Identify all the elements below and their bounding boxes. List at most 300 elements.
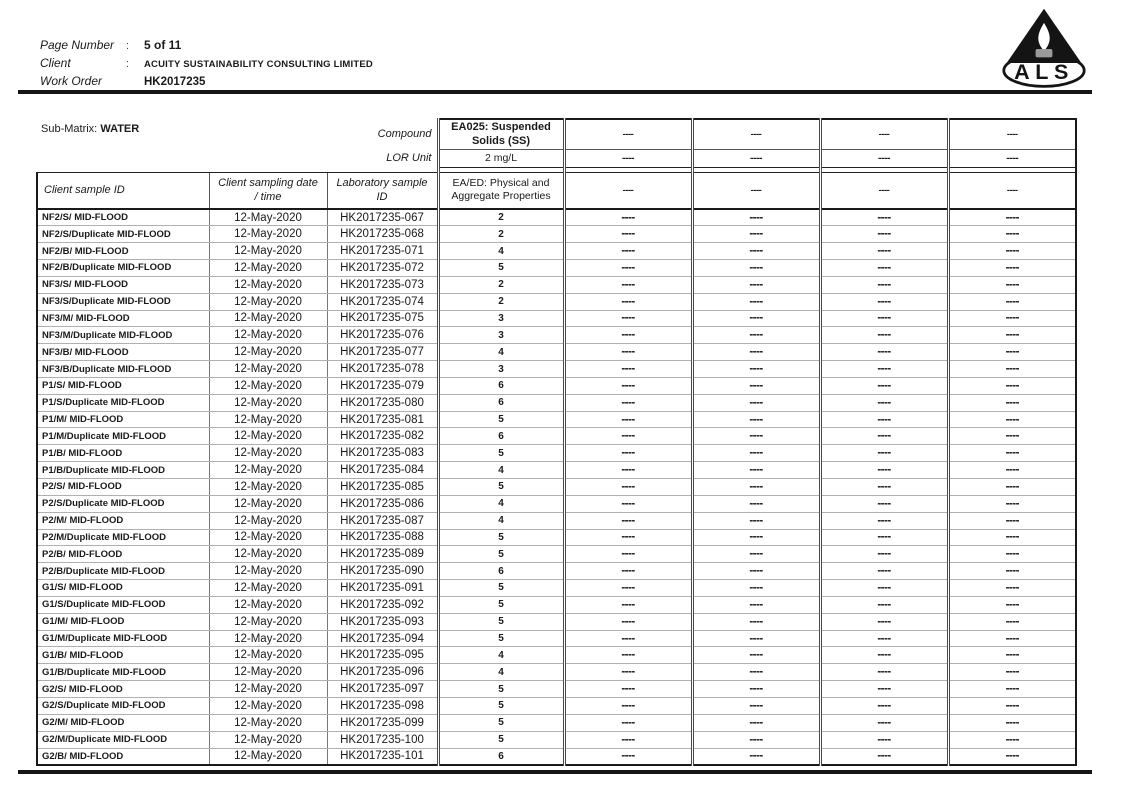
result-value-cell: 6 (438, 748, 564, 765)
sample-id-cell: NF3/B/ MID-FLOOD (37, 344, 209, 361)
no-result-cell: ---- (564, 479, 692, 496)
sub-matrix-label: Sub-Matrix: (41, 123, 98, 135)
no-result-cell: ---- (692, 344, 820, 361)
no-result-cell: ---- (948, 731, 1076, 748)
result-value-cell: 6 (438, 377, 564, 394)
no-result-cell: ---- (948, 630, 1076, 647)
sample-id-cell: G1/B/ MID-FLOOD (37, 647, 209, 664)
no-result-cell: ---- (692, 512, 820, 529)
no-result-cell: ---- (820, 714, 948, 731)
no-result-cell: ---- (564, 377, 692, 394)
no-result-cell: ---- (948, 310, 1076, 327)
no-result-cell: ---- (692, 411, 820, 428)
no-result-cell: ---- (820, 226, 948, 243)
method-line1: EA/ED: Physical and (452, 177, 550, 190)
no-result-cell: ---- (692, 293, 820, 310)
no-result-cell: ---- (564, 293, 692, 310)
no-result-cell: ---- (564, 580, 692, 597)
no-result-cell: ---- (564, 546, 692, 563)
empty-lor-header: ---- (564, 149, 692, 167)
empty-lor-header: ---- (692, 149, 820, 167)
table-row (37, 428, 1076, 445)
empty-compound-header: ---- (564, 119, 692, 149)
lab-sample-id-cell: HK2017235-097 (327, 681, 438, 698)
no-result-cell: ---- (948, 714, 1076, 731)
no-result-cell: ---- (564, 630, 692, 647)
sampling-date-cell: 12-May-2020 (209, 714, 327, 731)
result-value-cell: 4 (438, 243, 564, 260)
result-value-cell: 4 (438, 495, 564, 512)
result-value-cell: 5 (438, 681, 564, 698)
table-row (37, 647, 1076, 664)
no-result-cell: ---- (564, 310, 692, 327)
no-result-cell: ---- (692, 327, 820, 344)
no-result-cell: ---- (820, 748, 948, 765)
no-result-cell: ---- (820, 377, 948, 394)
table-row (37, 479, 1076, 496)
no-result-cell: ---- (692, 394, 820, 411)
empty-compound-header: ---- (692, 119, 820, 149)
lab-sample-header-line2: ID (376, 191, 388, 204)
table-row (37, 377, 1076, 394)
no-result-cell: ---- (692, 647, 820, 664)
lab-sample-id-cell: HK2017235-099 (327, 714, 438, 731)
no-result-cell: ---- (948, 580, 1076, 597)
sample-id-cell: P1/M/Duplicate MID-FLOOD (37, 428, 209, 445)
table-row (37, 529, 1076, 546)
sampling-date-cell: 12-May-2020 (209, 613, 327, 630)
sample-id-cell: G2/M/ MID-FLOOD (37, 714, 209, 731)
sampling-date-cell: 12-May-2020 (209, 276, 327, 293)
empty-lor-header: ---- (948, 149, 1076, 167)
result-value-cell: 5 (438, 697, 564, 714)
no-result-cell: ---- (948, 479, 1076, 496)
result-value-cell: 5 (438, 630, 564, 647)
no-result-cell: ---- (948, 546, 1076, 563)
no-result-cell: ---- (948, 697, 1076, 714)
results-table (36, 118, 1077, 766)
no-result-cell: ---- (692, 260, 820, 277)
no-result-cell: ---- (948, 327, 1076, 344)
column-header-sampling-date (209, 172, 327, 209)
sample-id-cell: G2/S/Duplicate MID-FLOOD (37, 697, 209, 714)
no-result-cell: ---- (564, 344, 692, 361)
sampling-date-cell: 12-May-2020 (209, 512, 327, 529)
no-result-cell: ---- (820, 276, 948, 293)
analyte-lor-unit: 2 mg/L (438, 149, 564, 167)
sampling-date-cell: 12-May-2020 (209, 361, 327, 378)
sample-id-cell: NF2/B/ MID-FLOOD (37, 243, 209, 260)
sample-id-cell: P1/S/ MID-FLOOD (37, 377, 209, 394)
lab-sample-id-cell: HK2017235-087 (327, 512, 438, 529)
sampling-date-cell: 12-May-2020 (209, 580, 327, 597)
sample-id-cell: G2/B/ MID-FLOOD (37, 748, 209, 765)
sample-id-cell: NF3/S/ MID-FLOOD (37, 276, 209, 293)
lab-sample-id-cell: HK2017235-076 (327, 327, 438, 344)
table-row (37, 209, 1076, 226)
method-line2: Aggregate Properties (451, 190, 551, 203)
column-header-client-sample-id: Client sample ID (37, 172, 209, 209)
lab-sample-id-cell: HK2017235-091 (327, 580, 438, 597)
result-value-cell: 5 (438, 613, 564, 630)
no-result-cell: ---- (564, 260, 692, 277)
no-result-cell: ---- (820, 361, 948, 378)
sampling-date-cell: 12-May-2020 (209, 428, 327, 445)
sampling-date-cell: 12-May-2020 (209, 563, 327, 580)
no-result-cell: ---- (820, 647, 948, 664)
no-result-cell: ---- (692, 361, 820, 378)
table-row (37, 630, 1076, 647)
no-result-cell: ---- (820, 495, 948, 512)
lab-sample-id-cell: HK2017235-089 (327, 546, 438, 563)
no-result-cell: ---- (564, 563, 692, 580)
no-result-cell: ---- (692, 580, 820, 597)
page-number-colon: : (126, 40, 130, 52)
lab-sample-id-cell: HK2017235-094 (327, 630, 438, 647)
no-result-cell: ---- (564, 681, 692, 698)
result-value-cell: 3 (438, 310, 564, 327)
sample-id-cell: P1/B/Duplicate MID-FLOOD (37, 462, 209, 479)
table-row (37, 327, 1076, 344)
result-value-cell: 2 (438, 293, 564, 310)
no-result-cell: ---- (564, 664, 692, 681)
no-result-cell: ---- (692, 209, 820, 226)
lab-sample-id-cell: HK2017235-082 (327, 428, 438, 445)
report-header (40, 38, 373, 88)
table-row (37, 748, 1076, 765)
no-result-cell: ---- (948, 445, 1076, 462)
sample-id-cell: P1/M/ MID-FLOOD (37, 411, 209, 428)
result-value-cell: 5 (438, 479, 564, 496)
sample-id-cell: G1/S/ MID-FLOOD (37, 580, 209, 597)
table-row (37, 714, 1076, 731)
no-result-cell: ---- (820, 731, 948, 748)
no-result-cell: ---- (948, 681, 1076, 698)
no-result-cell: ---- (948, 613, 1076, 630)
no-result-cell: ---- (948, 411, 1076, 428)
no-result-cell: ---- (820, 260, 948, 277)
client-colon: : (126, 58, 130, 70)
table-row (37, 563, 1076, 580)
no-result-cell: ---- (948, 344, 1076, 361)
no-result-cell: ---- (564, 512, 692, 529)
table-row (37, 445, 1076, 462)
analyte-method-header (438, 172, 564, 209)
table-row (37, 276, 1076, 293)
table-row (37, 697, 1076, 714)
table-row (37, 226, 1076, 243)
no-result-cell: ---- (820, 209, 948, 226)
no-result-cell: ---- (692, 664, 820, 681)
sample-id-cell: NF2/S/Duplicate MID-FLOOD (37, 226, 209, 243)
table-row (37, 512, 1076, 529)
no-result-cell: ---- (948, 462, 1076, 479)
result-value-cell: 2 (438, 276, 564, 293)
sample-id-cell: P1/B/ MID-FLOOD (37, 445, 209, 462)
no-result-cell: ---- (692, 445, 820, 462)
table-row (37, 613, 1076, 630)
compound-row-label: Compound (377, 128, 432, 140)
client-label: Client (40, 56, 71, 70)
no-result-cell: ---- (692, 681, 820, 698)
result-value-cell: 3 (438, 361, 564, 378)
table-row (37, 344, 1076, 361)
sampling-date-cell: 12-May-2020 (209, 546, 327, 563)
no-result-cell: ---- (692, 613, 820, 630)
sampling-date-header-line2: / time (254, 191, 282, 204)
no-result-cell: ---- (948, 226, 1076, 243)
no-result-cell: ---- (948, 293, 1076, 310)
sampling-date-cell: 12-May-2020 (209, 697, 327, 714)
sampling-date-cell: 12-May-2020 (209, 596, 327, 613)
result-value-cell: 4 (438, 647, 564, 664)
als-logo (990, 6, 1098, 92)
no-result-cell: ---- (948, 664, 1076, 681)
lab-sample-id-cell: HK2017235-073 (327, 276, 438, 293)
sampling-date-cell: 12-May-2020 (209, 462, 327, 479)
no-result-cell: ---- (692, 310, 820, 327)
sampling-date-header-line1: Client sampling date (218, 177, 318, 190)
lab-sample-id-cell: HK2017235-093 (327, 613, 438, 630)
lab-sample-id-cell: HK2017235-101 (327, 748, 438, 765)
sample-id-cell: P2/M/Duplicate MID-FLOOD (37, 529, 209, 546)
lab-sample-id-cell: HK2017235-095 (327, 647, 438, 664)
sample-id-cell: NF3/M/Duplicate MID-FLOOD (37, 327, 209, 344)
table-row (37, 596, 1076, 613)
empty-method-header: ---- (692, 172, 820, 209)
result-value-cell: 5 (438, 260, 564, 277)
result-value-cell: 5 (438, 596, 564, 613)
result-value-cell: 5 (438, 731, 564, 748)
no-result-cell: ---- (564, 529, 692, 546)
result-value-cell: 4 (438, 344, 564, 361)
client-value: ACUITY SUSTAINABILITY CONSULTING LIMITED (144, 59, 373, 70)
result-value-cell: 5 (438, 580, 564, 597)
no-result-cell: ---- (564, 731, 692, 748)
no-result-cell: ---- (564, 361, 692, 378)
no-result-cell: ---- (820, 445, 948, 462)
lab-sample-id-cell: HK2017235-096 (327, 664, 438, 681)
no-result-cell: ---- (948, 563, 1076, 580)
no-result-cell: ---- (692, 226, 820, 243)
analyte-name-line2: Solids (SS) (471, 135, 531, 148)
no-result-cell: ---- (948, 243, 1076, 260)
lab-sample-header-line1: Laboratory sample (336, 177, 428, 190)
no-result-cell: ---- (692, 748, 820, 765)
sample-id-cell: G2/M/Duplicate MID-FLOOD (37, 731, 209, 748)
lab-sample-id-cell: HK2017235-075 (327, 310, 438, 327)
no-result-cell: ---- (692, 630, 820, 647)
sampling-date-cell: 12-May-2020 (209, 260, 327, 277)
table-row (37, 731, 1076, 748)
sub-matrix-value: WATER (100, 123, 140, 135)
no-result-cell: ---- (564, 243, 692, 260)
lab-sample-id-cell: HK2017235-098 (327, 697, 438, 714)
sampling-date-cell: 12-May-2020 (209, 209, 327, 226)
lab-sample-id-cell: HK2017235-077 (327, 344, 438, 361)
no-result-cell: ---- (948, 209, 1076, 226)
work-order-label: Work Order (40, 74, 103, 88)
no-result-cell: ---- (564, 226, 692, 243)
result-value-cell: 5 (438, 445, 564, 462)
no-result-cell: ---- (820, 344, 948, 361)
table-row (37, 495, 1076, 512)
no-result-cell: ---- (820, 546, 948, 563)
sub-matrix (37, 119, 327, 149)
result-value-cell: 5 (438, 411, 564, 428)
no-result-cell: ---- (948, 361, 1076, 378)
sampling-date-cell: 12-May-2020 (209, 226, 327, 243)
no-result-cell: ---- (948, 377, 1076, 394)
sampling-date-cell: 12-May-2020 (209, 647, 327, 664)
sampling-date-cell: 12-May-2020 (209, 664, 327, 681)
lab-sample-id-cell: HK2017235-086 (327, 495, 438, 512)
analyte-name-header (438, 119, 564, 149)
sample-id-cell: G2/S/ MID-FLOOD (37, 681, 209, 698)
sampling-date-cell: 12-May-2020 (209, 731, 327, 748)
no-result-cell: ---- (948, 748, 1076, 765)
no-result-cell: ---- (948, 394, 1076, 411)
no-result-cell: ---- (820, 681, 948, 698)
no-result-cell: ---- (564, 428, 692, 445)
no-result-cell: ---- (564, 495, 692, 512)
sample-id-cell: NF3/M/ MID-FLOOD (37, 310, 209, 327)
no-result-cell: ---- (692, 428, 820, 445)
no-result-cell: ---- (692, 529, 820, 546)
lab-sample-id-cell: HK2017235-083 (327, 445, 438, 462)
table-row (37, 293, 1076, 310)
table-row (37, 681, 1076, 698)
analyte-name-line1: EA025: Suspended (451, 121, 551, 134)
no-result-cell: ---- (948, 428, 1076, 445)
sampling-date-cell: 12-May-2020 (209, 529, 327, 546)
lab-sample-id-cell: HK2017235-085 (327, 479, 438, 496)
no-result-cell: ---- (820, 310, 948, 327)
no-result-cell: ---- (692, 276, 820, 293)
lab-sample-id-cell: HK2017235-090 (327, 563, 438, 580)
no-result-cell: ---- (564, 276, 692, 293)
sampling-date-cell: 12-May-2020 (209, 445, 327, 462)
sampling-date-cell: 12-May-2020 (209, 748, 327, 765)
no-result-cell: ---- (820, 630, 948, 647)
no-result-cell: ---- (948, 495, 1076, 512)
no-result-cell: ---- (948, 260, 1076, 277)
table-row (37, 310, 1076, 327)
empty-method-header: ---- (948, 172, 1076, 209)
no-result-cell: ---- (564, 462, 692, 479)
result-value-cell: 4 (438, 462, 564, 479)
sampling-date-cell: 12-May-2020 (209, 681, 327, 698)
no-result-cell: ---- (820, 479, 948, 496)
sampling-date-cell: 12-May-2020 (209, 479, 327, 496)
column-header-lab-sample-id (327, 172, 438, 209)
lab-sample-id-cell: HK2017235-068 (327, 226, 438, 243)
no-result-cell: ---- (564, 327, 692, 344)
no-result-cell: ---- (948, 276, 1076, 293)
header-divider (18, 90, 1092, 94)
table-row (37, 546, 1076, 563)
empty-method-header: ---- (820, 172, 948, 209)
table-row (37, 243, 1076, 260)
result-value-cell: 6 (438, 428, 564, 445)
no-result-cell: ---- (564, 647, 692, 664)
sample-id-cell: P2/B/Duplicate MID-FLOOD (37, 563, 209, 580)
no-result-cell: ---- (564, 209, 692, 226)
no-result-cell: ---- (692, 714, 820, 731)
no-result-cell: ---- (820, 462, 948, 479)
lab-sample-id-cell: HK2017235-067 (327, 209, 438, 226)
no-result-cell: ---- (820, 664, 948, 681)
table-row (37, 411, 1076, 428)
result-value-cell: 4 (438, 664, 564, 681)
sample-id-cell: P2/S/ MID-FLOOD (37, 479, 209, 496)
lab-sample-id-cell: HK2017235-074 (327, 293, 438, 310)
work-order-value: HK2017235 (144, 76, 206, 88)
lab-sample-id-cell: HK2017235-084 (327, 462, 438, 479)
result-value-cell: 6 (438, 563, 564, 580)
no-result-cell: ---- (820, 613, 948, 630)
no-result-cell: ---- (948, 529, 1076, 546)
table-row (37, 580, 1076, 597)
result-value-cell: 5 (438, 714, 564, 731)
sample-id-cell: NF2/S/ MID-FLOOD (37, 209, 209, 226)
sample-id-cell: P1/S/Duplicate MID-FLOOD (37, 394, 209, 411)
lab-sample-id-cell: HK2017235-071 (327, 243, 438, 260)
no-result-cell: ---- (692, 731, 820, 748)
no-result-cell: ---- (948, 512, 1076, 529)
lab-sample-id-cell: HK2017235-078 (327, 361, 438, 378)
no-result-cell: ---- (820, 697, 948, 714)
result-value-cell: 4 (438, 512, 564, 529)
result-value-cell: 2 (438, 209, 564, 226)
sample-id-cell: P2/B/ MID-FLOOD (37, 546, 209, 563)
sampling-date-cell: 12-May-2020 (209, 411, 327, 428)
result-value-cell: 5 (438, 529, 564, 546)
result-value-cell: 6 (438, 394, 564, 411)
no-result-cell: ---- (564, 411, 692, 428)
empty-method-header: ---- (564, 172, 692, 209)
sampling-date-cell: 12-May-2020 (209, 630, 327, 647)
no-result-cell: ---- (820, 563, 948, 580)
result-value-cell: 2 (438, 226, 564, 243)
sampling-date-cell: 12-May-2020 (209, 327, 327, 344)
sample-id-cell: G1/M/ MID-FLOOD (37, 613, 209, 630)
no-result-cell: ---- (692, 462, 820, 479)
lab-sample-id-cell: HK2017235-088 (327, 529, 438, 546)
no-result-cell: ---- (820, 428, 948, 445)
footer-divider (18, 770, 1092, 774)
sample-id-cell: G1/S/Duplicate MID-FLOOD (37, 596, 209, 613)
page-number-value: 5 of 11 (144, 38, 182, 52)
no-result-cell: ---- (564, 748, 692, 765)
empty-lor-header: ---- (820, 149, 948, 167)
table-row (37, 462, 1076, 479)
no-result-cell: ---- (564, 714, 692, 731)
no-result-cell: ---- (948, 647, 1076, 664)
sample-id-cell: G1/B/Duplicate MID-FLOOD (37, 664, 209, 681)
sample-id-cell: NF3/B/Duplicate MID-FLOOD (37, 361, 209, 378)
sample-id-cell: G1/M/Duplicate MID-FLOOD (37, 630, 209, 647)
no-result-cell: ---- (820, 411, 948, 428)
no-result-cell: ---- (564, 613, 692, 630)
sampling-date-cell: 12-May-2020 (209, 310, 327, 327)
table-row (37, 260, 1076, 277)
no-result-cell: ---- (692, 377, 820, 394)
no-result-cell: ---- (564, 596, 692, 613)
no-result-cell: ---- (692, 596, 820, 613)
sampling-date-cell: 12-May-2020 (209, 495, 327, 512)
sampling-date-cell: 12-May-2020 (209, 344, 327, 361)
